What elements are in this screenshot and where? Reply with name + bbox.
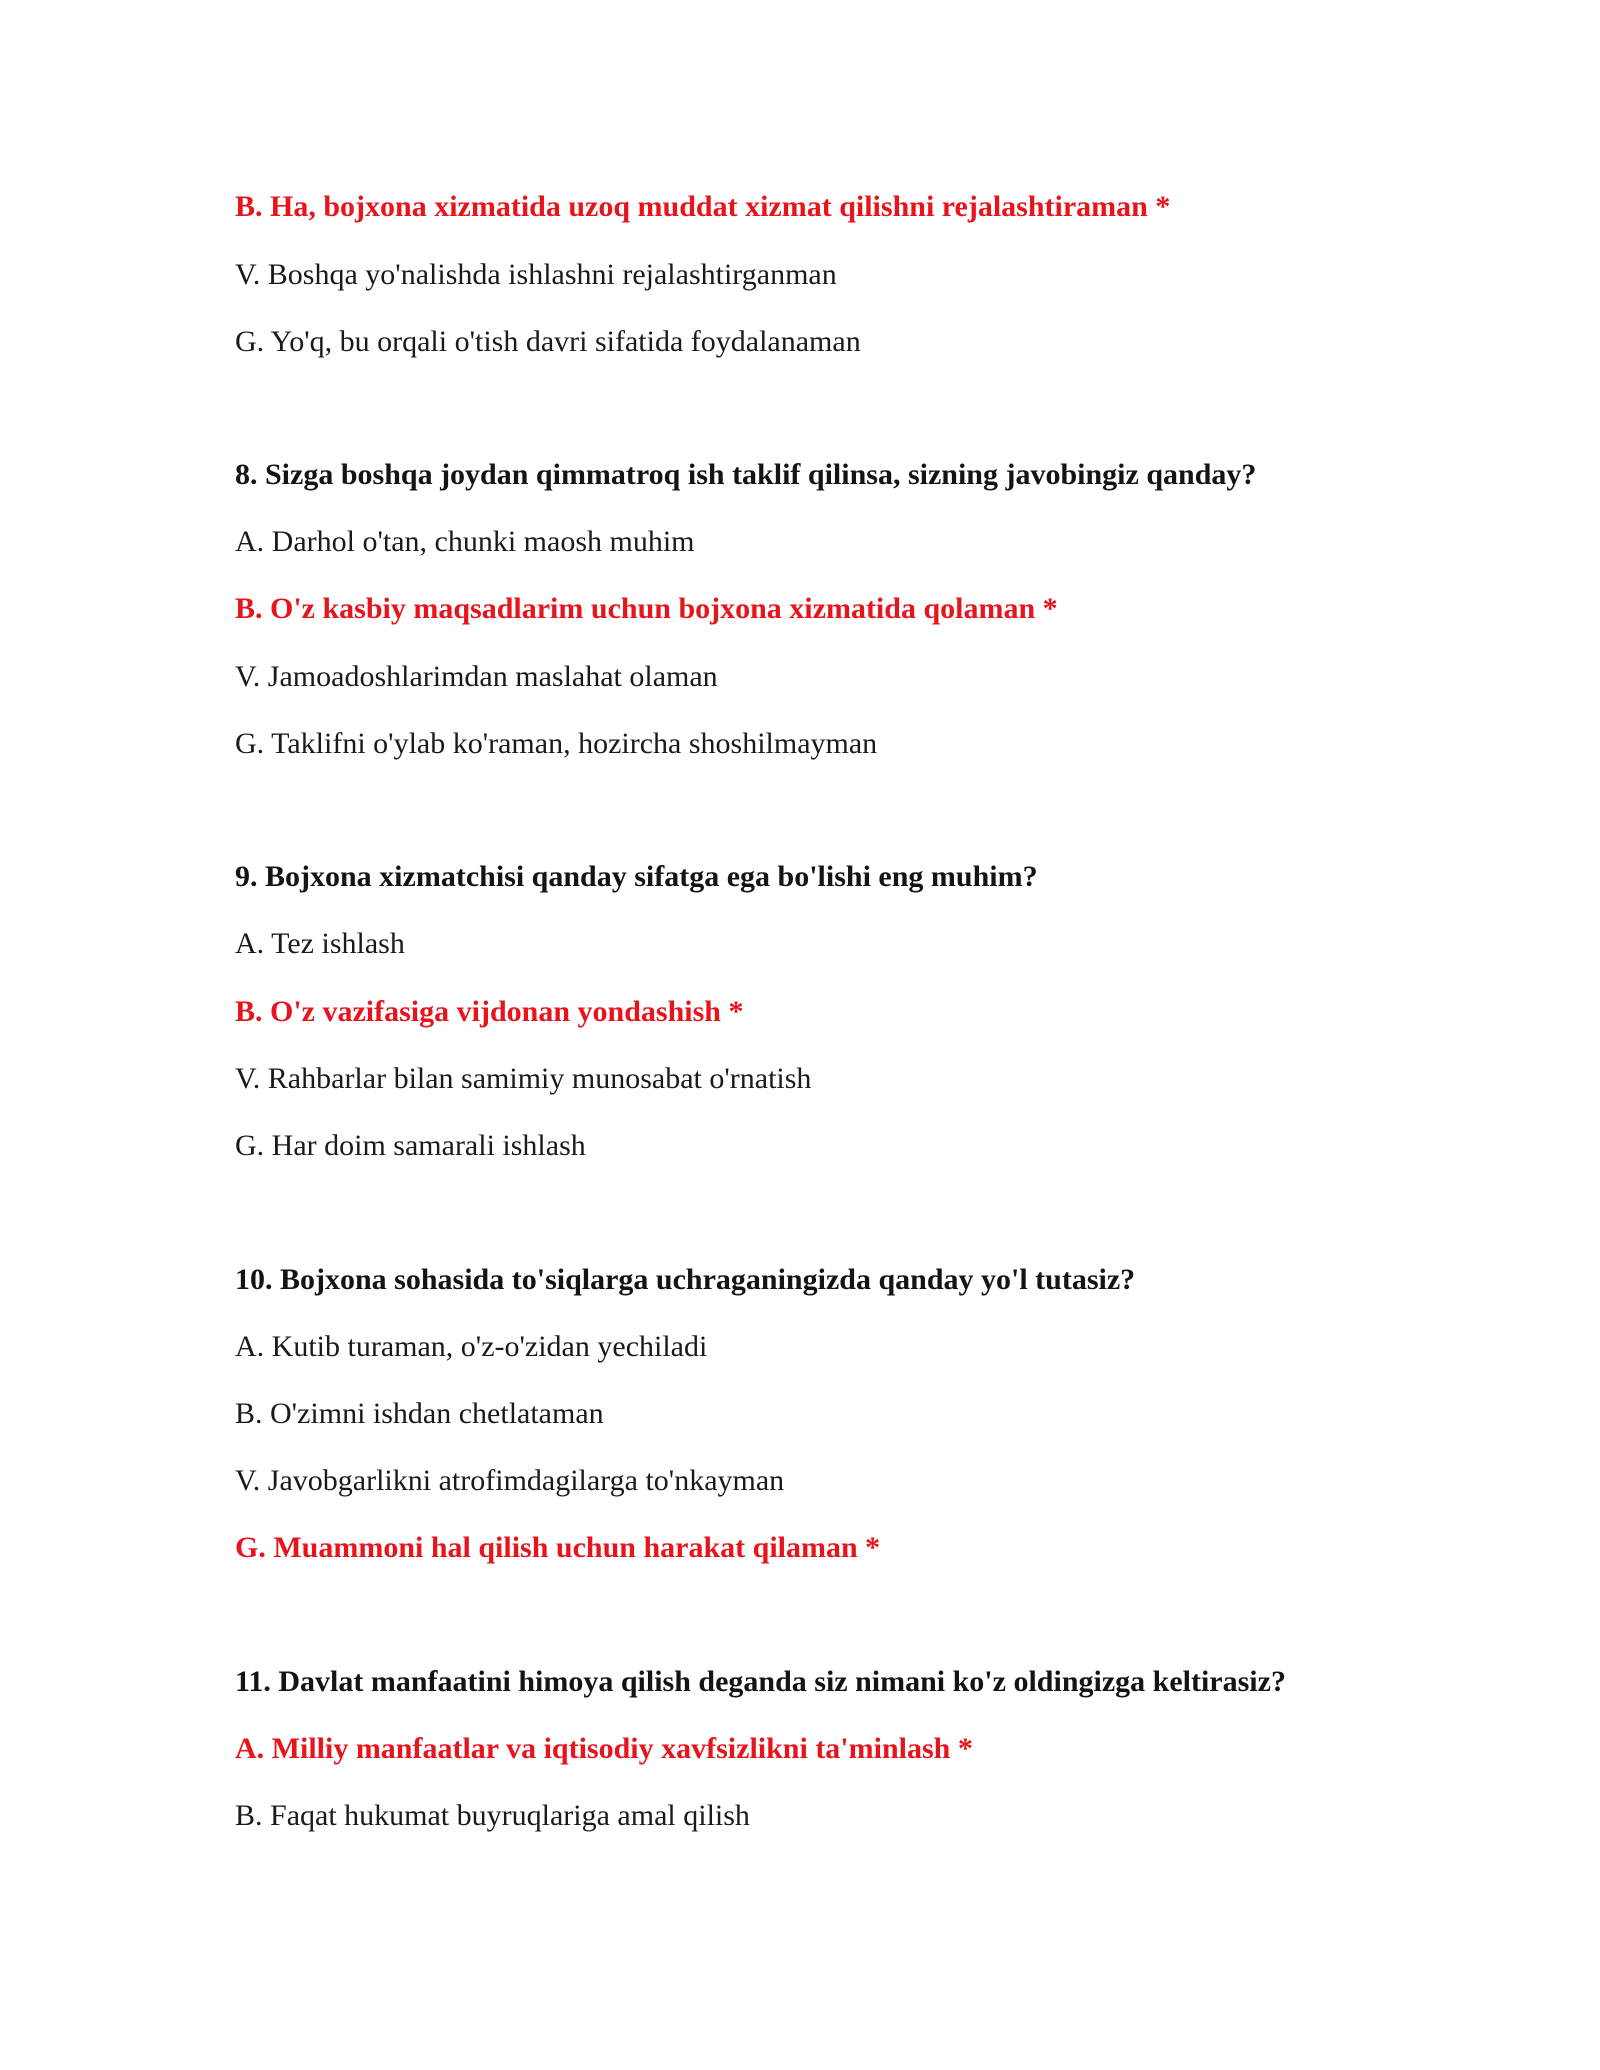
- option: A. Darhol o'tan, chunki maosh muhim: [235, 525, 695, 558]
- option: V. Rahbarlar bilan samimiy munosabat o'rnatish: [235, 1062, 812, 1095]
- option: A. Tez ishlash: [235, 927, 405, 960]
- option: G. Taklifni o'ylab ko'raman, hozircha shoshilmayman: [235, 727, 878, 760]
- option: A. Kutib turaman, o'z-o'zidan yechiladi: [235, 1330, 708, 1363]
- option: G. Har doim samarali ishlash: [235, 1129, 586, 1162]
- question-11: 11. Davlat manfaatini himoya qilish deganda siz nimani ko'z oldingizga keltirasiz?: [235, 1665, 1286, 1698]
- option-correct: B. O'z kasbiy maqsadlarim uchun bojxona xizmatida qolaman *: [235, 592, 1058, 625]
- option: V. Jamoadoshlarimdan maslahat olaman: [235, 660, 718, 693]
- option-correct: B. O'z vazifasiga vijdonan yondashish *: [235, 995, 744, 1028]
- question-10: 10. Bojxona sohasida to'siqlarga uchraganingizda qanday yo'l tutasiz?: [235, 1263, 1136, 1296]
- option: V. Javobgarlikni atrofimdagilarga to'nkayman: [235, 1464, 785, 1497]
- option-correct: A. Milliy manfaatlar va iqtisodiy xavfsizlikni ta'minlash *: [235, 1732, 973, 1765]
- option: B. Faqat hukumat buyruqlariga amal qilish: [235, 1799, 750, 1832]
- question-8: 8. Sizga boshqa joydan qimmatroq ish taklif qilinsa, sizning javobingiz qanday?: [235, 458, 1257, 491]
- option: G. Yo'q, bu orqali o'tish davri sifatida foydalanaman: [235, 325, 861, 358]
- option: V. Boshqa yo'nalishda ishlashni rejalashtirganman: [235, 258, 837, 291]
- option-correct: G. Muammoni hal qilish uchun harakat qilaman *: [235, 1531, 881, 1564]
- question-9: 9. Bojxona xizmatchisi qanday sifatga ega bo'lishi eng muhim?: [235, 860, 1038, 893]
- option-correct: B. Ha, bojxona xizmatida uzoq muddat xizmat qilishni rejalashtiraman *: [235, 190, 1171, 223]
- option: B. O'zimni ishdan chetlataman: [235, 1397, 604, 1430]
